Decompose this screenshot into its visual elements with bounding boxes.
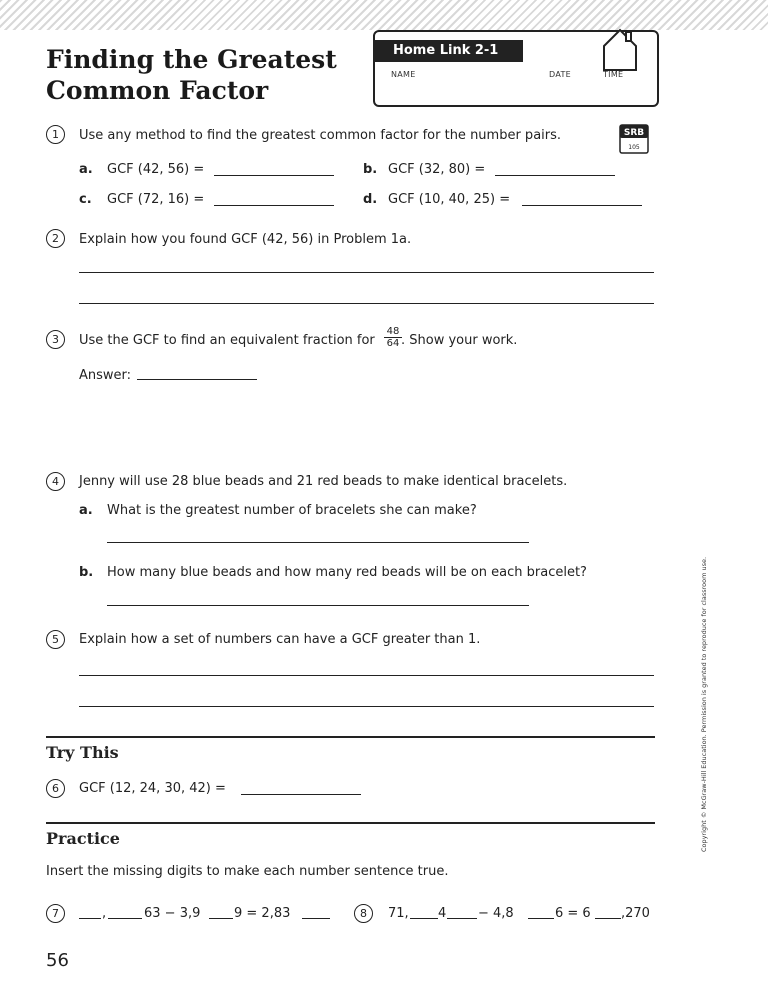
try-this-rule: [46, 736, 655, 738]
book-icon: [619, 124, 649, 156]
answer-line-1d[interactable]: [522, 205, 642, 206]
problem-6-text: GCF (12, 24, 30, 42) =: [79, 781, 226, 796]
problem-3-prompt: Use the GCF to find an equivalent fraction for: [79, 333, 375, 348]
time-label: TIME: [603, 70, 624, 79]
blank-8-4[interactable]: [595, 918, 621, 919]
problem-2-number: 2: [46, 229, 65, 248]
problem-1a-letter: a.: [79, 162, 93, 177]
problem-2-prompt: Explain how you found GCF (42, 56) in Problem 1a.: [79, 232, 412, 247]
try-this-heading: Try This: [46, 743, 119, 762]
answer-line-2-first[interactable]: [79, 272, 654, 273]
problem-3-answer-label: Answer:: [79, 368, 132, 383]
problem-1c-letter: c.: [79, 192, 92, 207]
blank-7-3[interactable]: [209, 918, 233, 919]
problem-5-number: 5: [46, 630, 65, 649]
problem-4a-letter: a.: [79, 503, 93, 518]
problem-1-prompt: Use any method to find the greatest common factor for the number pairs.: [79, 128, 562, 143]
practice-rule: [46, 822, 655, 824]
practice-instructions: Insert the missing digits to make each number sentence true.: [46, 864, 449, 879]
problem-6-number: 6: [46, 779, 65, 798]
answer-line-1a[interactable]: [214, 175, 334, 176]
problem-4-number: 4: [46, 472, 65, 491]
fraction-48-64: [384, 326, 402, 349]
title-line-2: Common Factor: [46, 76, 269, 105]
practice-heading: Practice: [46, 829, 120, 848]
page-number: 56: [46, 950, 69, 971]
header-hatch-band: [0, 0, 768, 30]
answer-line-1c[interactable]: [214, 205, 334, 206]
answer-line-4b[interactable]: [107, 605, 529, 606]
problem-7-part-1: ,: [102, 906, 107, 921]
problem-8-part-2: 4: [438, 906, 447, 921]
srb-page: 105: [628, 144, 640, 151]
answer-line-3[interactable]: [137, 379, 257, 380]
problem-1d-letter: d.: [363, 192, 378, 207]
page-title: [46, 44, 337, 106]
blank-8-2[interactable]: [447, 918, 477, 919]
home-link-tab: Home Link 2-1: [373, 40, 523, 62]
problem-1a-text: GCF (42, 56) =: [107, 162, 205, 177]
problem-1c-text: GCF (72, 16) =: [107, 192, 205, 207]
house-icon: [600, 26, 640, 72]
answer-line-6[interactable]: [241, 794, 361, 795]
problem-1b-letter: b.: [363, 162, 378, 177]
answer-line-2-second[interactable]: [79, 303, 654, 304]
problem-1d-text: GCF (10, 40, 25) =: [388, 192, 511, 207]
problem-8-part-4: 6 = 6: [555, 906, 591, 921]
problem-3-prompt-end: . Show your work.: [401, 333, 518, 348]
answer-line-1b[interactable]: [495, 175, 615, 176]
copyright-notice: Copyright © McGraw-Hill Education. Permission is granted to reproduce for classroom use.: [700, 556, 708, 852]
name-label: NAME: [391, 70, 416, 79]
problem-8-part-5: ,270: [621, 906, 650, 921]
blank-7-2[interactable]: [108, 918, 142, 919]
fraction-numerator: 48: [386, 326, 400, 337]
date-label: DATE: [549, 70, 572, 79]
problem-4-prompt: Jenny will use 28 blue beads and 21 red beads to make identical bracelets.: [79, 474, 568, 489]
problem-5-prompt: Explain how a set of numbers can have a GCF greater than 1.: [79, 632, 481, 647]
blank-7-1[interactable]: [79, 918, 101, 919]
problem-4b-text: How many blue beads and how many red beads will be on each bracelet?: [107, 565, 587, 580]
answer-line-4a[interactable]: [107, 542, 529, 543]
problem-8-part-3: − 4,8: [478, 906, 514, 921]
problem-4b-letter: b.: [79, 565, 94, 580]
answer-line-5-first[interactable]: [79, 675, 654, 676]
problem-7-part-2: 63 − 3,9: [144, 906, 201, 921]
blank-8-1[interactable]: [410, 918, 438, 919]
srb-label: SRB: [623, 128, 645, 138]
blank-8-3[interactable]: [528, 918, 554, 919]
problem-4a-text: What is the greatest number of bracelets she can make?: [107, 503, 477, 518]
answer-line-5-second[interactable]: [79, 706, 654, 707]
problem-7-part-3: 9 = 2,83: [234, 906, 291, 921]
problem-1-number: 1: [46, 125, 65, 144]
problem-8-part-1: 71,: [388, 906, 409, 921]
problem-3-number: 3: [46, 330, 65, 349]
problem-1b-text: GCF (32, 80) =: [388, 162, 486, 177]
problem-7-number: 7: [46, 904, 65, 923]
blank-7-4[interactable]: [302, 918, 330, 919]
problem-8-number: 8: [354, 904, 373, 923]
fraction-denominator: 64: [384, 337, 402, 349]
title-line-1: Finding the Greatest: [46, 45, 337, 74]
